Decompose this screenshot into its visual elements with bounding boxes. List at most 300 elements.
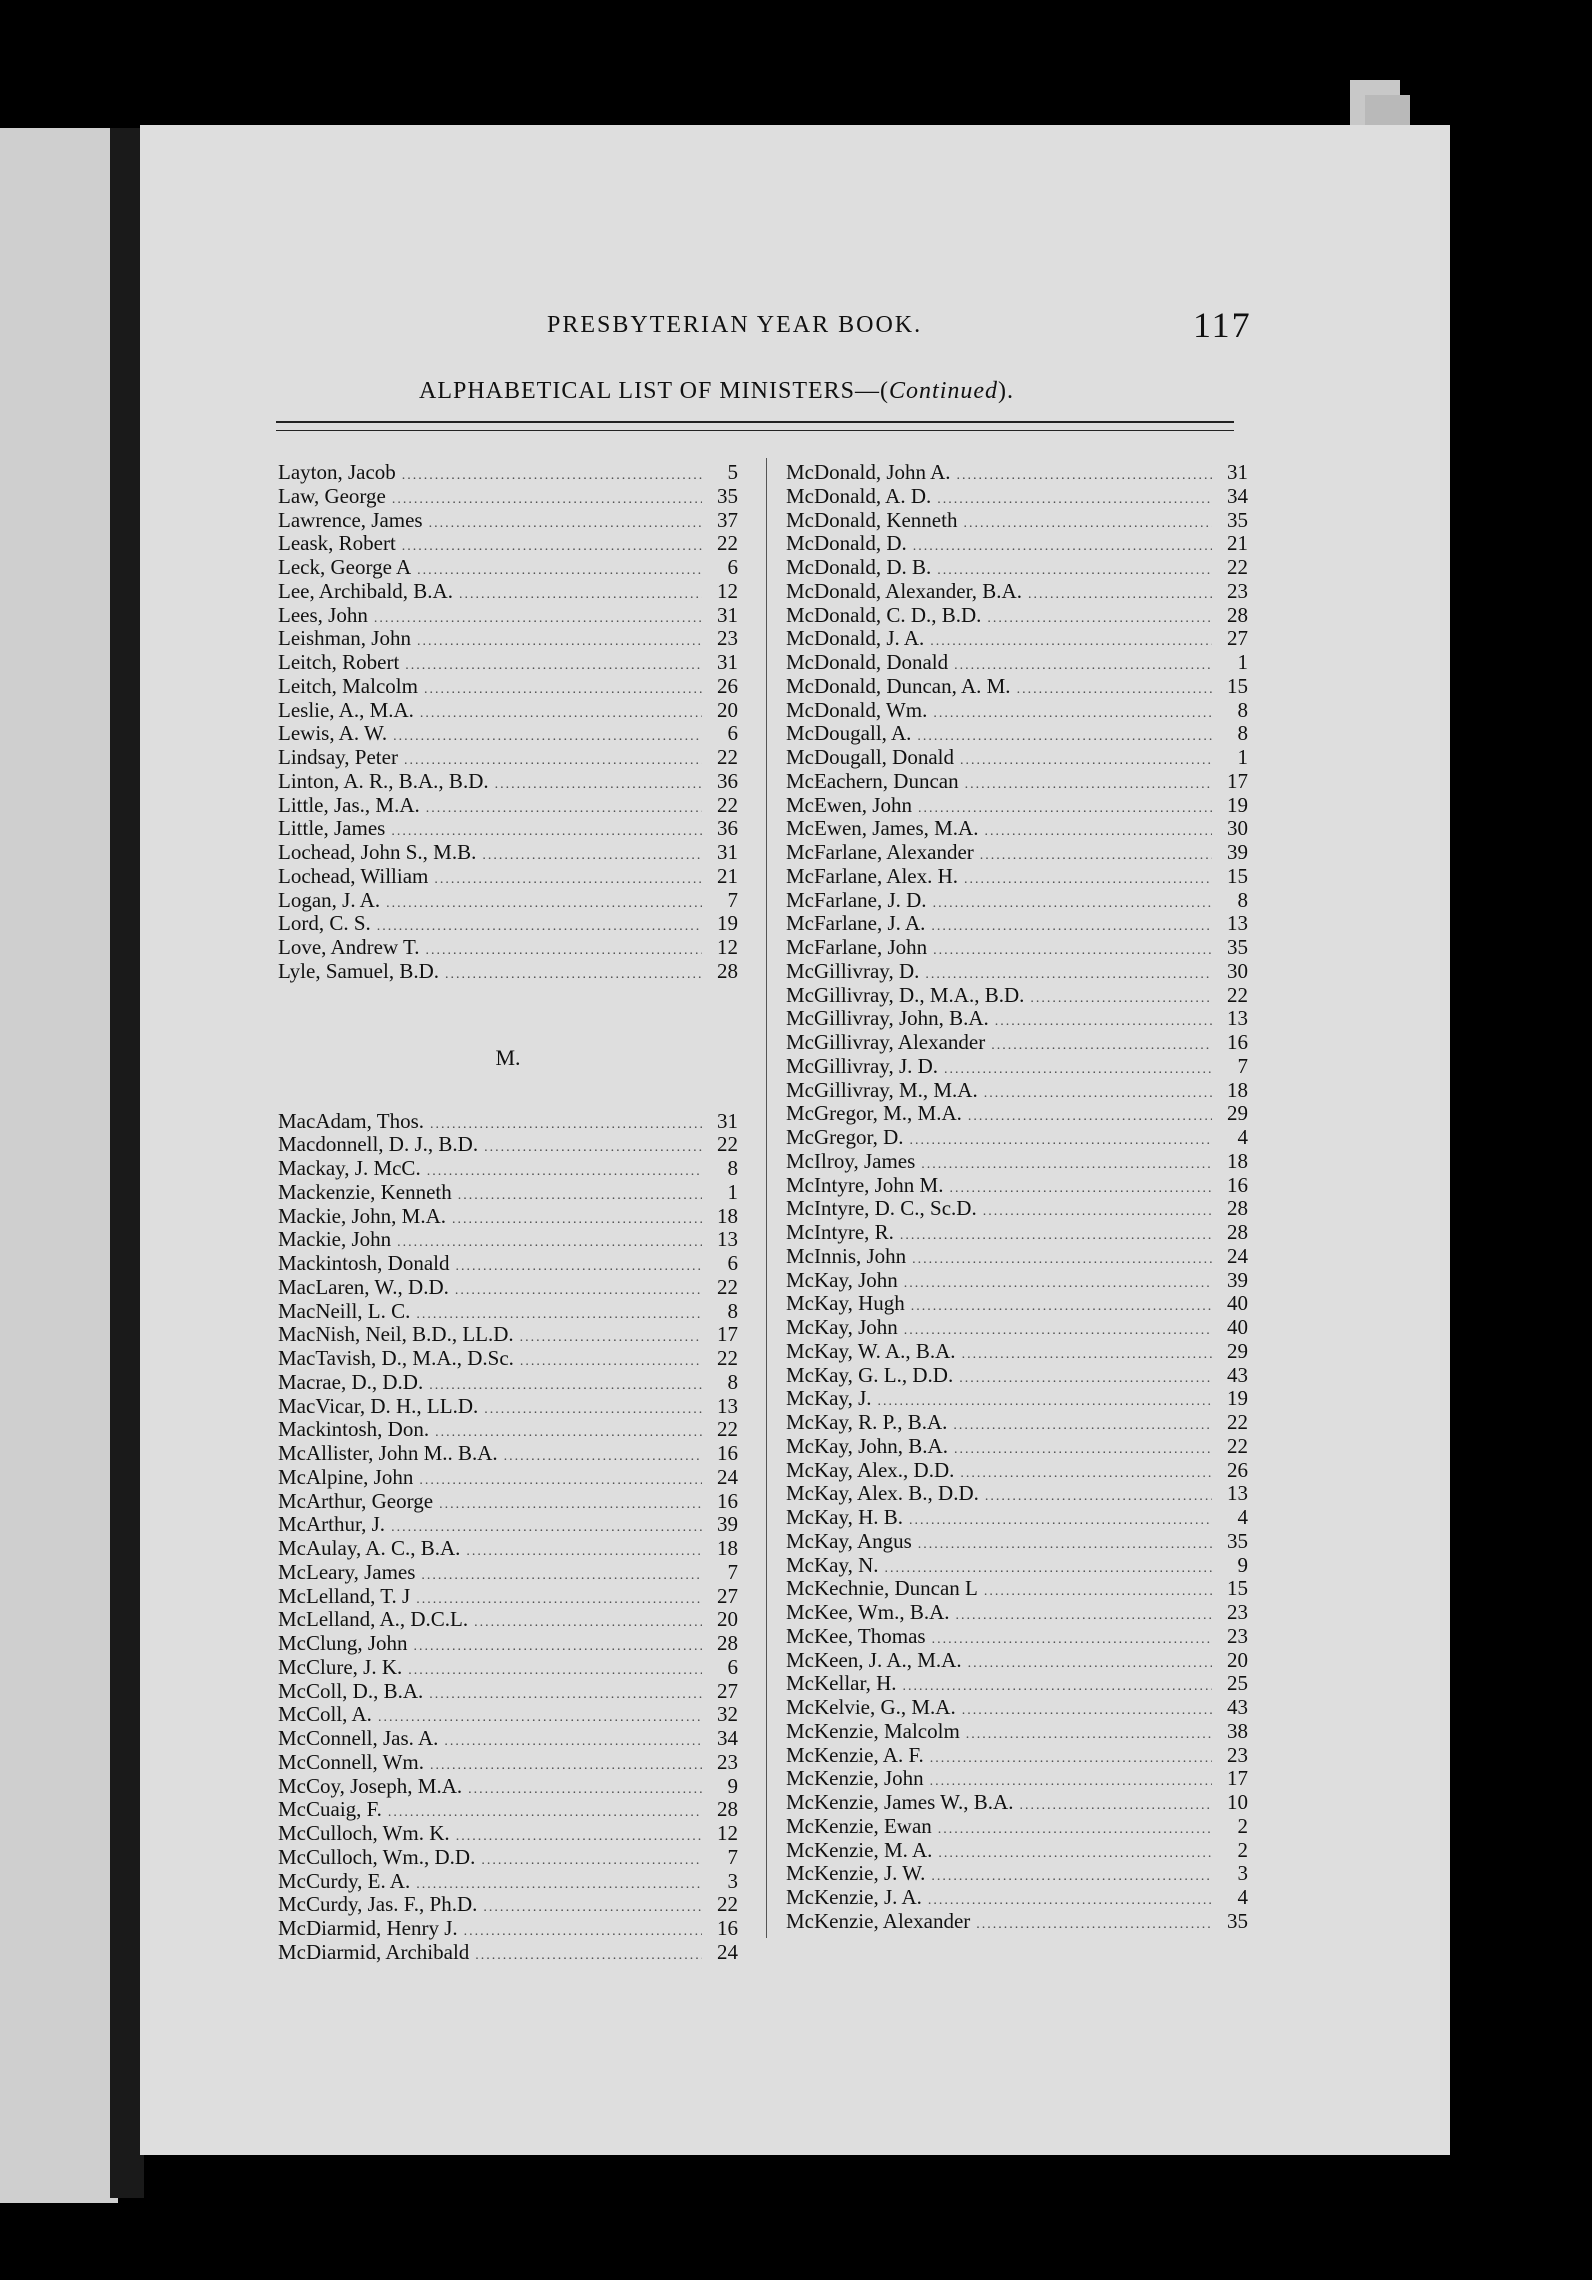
minister-name: McIlroy, James xyxy=(786,1148,916,1173)
leader-dots xyxy=(426,797,702,821)
index-entry xyxy=(278,1442,738,1466)
minister-name: Linton, A. R., B.A., B.D. xyxy=(278,768,489,793)
page-ref: 22 xyxy=(717,1274,738,1299)
index-entry xyxy=(278,1822,738,1846)
index-entry xyxy=(278,1727,738,1751)
leader-dots xyxy=(938,1842,1212,1866)
previous-page-edge xyxy=(0,128,118,2203)
index-entry xyxy=(278,509,738,533)
minister-name: Mackintosh, Donald xyxy=(278,1251,450,1275)
index-entry xyxy=(278,817,738,841)
page-ref: 13 xyxy=(1227,1481,1248,1506)
index-entry xyxy=(786,1055,1248,1079)
index-entry xyxy=(786,1744,1248,1768)
page-ref: 16 xyxy=(717,1488,738,1513)
minister-name: McCulloch, Wm., D.D. xyxy=(278,1844,476,1869)
page-ref: 28 xyxy=(1227,1220,1248,1244)
index-entry xyxy=(278,722,738,746)
running-header: PRESBYTERIAN YEAR BOOK. xyxy=(547,312,923,338)
minister-name: MacLaren, W., D.D. xyxy=(278,1274,449,1299)
minister-name: McLelland, A., D.C.L. xyxy=(278,1607,469,1632)
leader-dots xyxy=(429,512,702,536)
page-ref: 8 xyxy=(1237,721,1248,746)
leader-dots xyxy=(430,1754,702,1778)
page-ref: 28 xyxy=(717,958,738,983)
index-entry xyxy=(786,675,1248,699)
index-entry xyxy=(278,1205,738,1229)
header-rule-top xyxy=(276,421,1234,423)
page-ref: 28 xyxy=(717,1797,738,1822)
page-ref: 13 xyxy=(1227,911,1248,936)
minister-name: Lochead, William xyxy=(278,863,429,888)
minister-name: Little, Jas., M.A. xyxy=(278,792,420,817)
page-ref: 24 xyxy=(717,1939,738,1964)
minister-name: McKenzie, M. A. xyxy=(786,1837,933,1862)
page-ref: 28 xyxy=(1227,1196,1248,1221)
minister-name: McKeen, J. A., M.A. xyxy=(786,1647,962,1672)
minister-name: Lord, C. S. xyxy=(278,911,371,936)
minister-name: McDougall, A. xyxy=(786,721,912,746)
leader-dots xyxy=(481,1849,702,1873)
index-entry xyxy=(278,1323,738,1347)
index-entry xyxy=(786,1791,1248,1815)
page-ref: 31 xyxy=(1227,460,1248,484)
minister-name: McCulloch, Wm. K. xyxy=(278,1821,450,1845)
index-entry xyxy=(786,1031,1248,1055)
minister-name: McDonald, Duncan, A. M. xyxy=(786,673,1011,698)
index-entry xyxy=(786,746,1248,770)
index-entry xyxy=(278,865,738,889)
minister-name: Lees, John xyxy=(278,602,368,627)
page-ref: 27 xyxy=(717,1583,738,1608)
index-entry xyxy=(278,1846,738,1870)
leader-dots xyxy=(910,1129,1212,1153)
minister-name: McDonald, Kenneth xyxy=(786,507,958,532)
page-ref: 35 xyxy=(1227,935,1248,959)
page-ref: 24 xyxy=(1227,1243,1248,1268)
minister-name: McFarlane, Alexander xyxy=(786,840,974,864)
minister-name: McCuaig, F. xyxy=(278,1797,382,1822)
leader-dots xyxy=(426,939,702,963)
leader-dots xyxy=(452,1208,702,1232)
index-entry xyxy=(278,651,738,675)
minister-name: McKay, Alex., D.D. xyxy=(786,1457,955,1482)
binding-gutter xyxy=(110,128,144,2198)
page-ref: 19 xyxy=(717,911,738,936)
index-entry xyxy=(278,1537,738,1561)
index-entry xyxy=(278,770,738,794)
minister-name: Mackie, John xyxy=(278,1227,392,1252)
page-ref: 4 xyxy=(1237,1125,1248,1149)
index-entry xyxy=(278,1300,738,1324)
index-entry xyxy=(786,461,1248,485)
leader-dots xyxy=(459,583,702,607)
page-ref: 8 xyxy=(727,1156,738,1180)
page-ref: 20 xyxy=(717,1607,738,1632)
index-entry xyxy=(786,1364,1248,1388)
minister-name: McAllister, John M.. B.A. xyxy=(278,1441,498,1465)
index-entry xyxy=(786,1150,1248,1174)
page-ref: 7 xyxy=(727,1844,738,1869)
page-ref: 22 xyxy=(717,792,738,817)
page-ref: 37 xyxy=(717,507,738,532)
index-entry xyxy=(278,1181,738,1205)
leader-dots xyxy=(963,512,1212,536)
leader-dots xyxy=(968,1105,1212,1129)
page-ref: 9 xyxy=(727,1773,738,1798)
index-entry xyxy=(786,770,1248,794)
minister-name: McIntyre, R. xyxy=(786,1220,894,1244)
page-ref: 8 xyxy=(727,1298,738,1323)
page-ref: 2 xyxy=(1237,1837,1248,1862)
index-entry xyxy=(786,1506,1248,1530)
page-ref: 31 xyxy=(717,1108,738,1133)
page-ref: 29 xyxy=(1227,1338,1248,1363)
leader-dots xyxy=(900,1224,1212,1248)
index-entry xyxy=(278,1775,738,1799)
page-ref: 20 xyxy=(1227,1647,1248,1672)
section-title-main: ALPHABETICAL LIST OF MINISTERS—( xyxy=(419,378,890,404)
page-ref: 31 xyxy=(717,602,738,627)
minister-name: McGregor, M., M.A. xyxy=(786,1101,962,1126)
leader-dots xyxy=(933,892,1212,916)
minister-name: Macrae, D., D.D. xyxy=(278,1369,424,1394)
index-entry xyxy=(278,1941,738,1965)
index-entry xyxy=(278,936,738,960)
minister-name: Little, James xyxy=(278,816,386,841)
index-entry xyxy=(786,865,1248,889)
index-entry xyxy=(786,556,1248,580)
index-entry xyxy=(786,1316,1248,1340)
page-ref: 13 xyxy=(1227,1006,1248,1031)
index-entry xyxy=(786,1007,1248,1031)
index-entry xyxy=(786,1839,1248,1863)
minister-name: McKay, Alex. B., D.D. xyxy=(786,1481,979,1506)
index-entry xyxy=(278,556,738,580)
index-entry xyxy=(278,1110,738,1134)
index-entry xyxy=(786,1720,1248,1744)
minister-name: McCurdy, Jas. F., Ph.D. xyxy=(278,1892,478,1917)
leader-dots xyxy=(933,702,1212,726)
index-entry xyxy=(278,912,738,936)
minister-name: Lyle, Samuel, B.D. xyxy=(278,958,439,983)
minister-name: Lewis, A. W. xyxy=(278,721,388,746)
leader-dots xyxy=(931,1865,1212,1889)
page-ref: 25 xyxy=(1227,1671,1248,1696)
page-ref: 6 xyxy=(727,555,738,579)
leader-dots xyxy=(427,1160,702,1184)
page-ref: 19 xyxy=(1227,1386,1248,1411)
index-entry xyxy=(786,1815,1248,1839)
leader-dots xyxy=(429,1683,702,1707)
minister-name: MacNish, Neil, B.D., LL.D. xyxy=(278,1322,514,1347)
index-entry xyxy=(786,485,1248,509)
page-ref: 9 xyxy=(1237,1552,1248,1577)
index-entry xyxy=(278,1798,738,1822)
index-entry xyxy=(278,1751,738,1775)
minister-name: McKay, John, B.A. xyxy=(786,1433,948,1458)
minister-name: McKenzie, A. F. xyxy=(786,1742,924,1767)
page-ref: 6 xyxy=(727,1654,738,1679)
leader-dots xyxy=(912,1248,1212,1272)
index-entry xyxy=(278,746,738,770)
minister-name: McKay, N. xyxy=(786,1552,879,1577)
minister-name: McGillivray, D. xyxy=(786,958,920,983)
leader-dots xyxy=(966,1723,1212,1747)
leader-dots xyxy=(984,820,1212,844)
minister-name: McFarlane, J. A. xyxy=(786,911,926,936)
page-ref: 12 xyxy=(717,578,738,603)
page-ref: 23 xyxy=(717,1749,738,1774)
leader-dots xyxy=(402,535,702,559)
minister-name: McDonald, Alexander, B.A. xyxy=(786,578,1022,603)
leader-dots xyxy=(484,1136,702,1160)
leader-dots xyxy=(965,773,1212,797)
page-ref: 23 xyxy=(1227,1623,1248,1648)
index-entry xyxy=(786,1886,1248,1910)
minister-name: McCoy, Joseph, M.A. xyxy=(278,1773,463,1798)
leader-dots xyxy=(402,464,702,488)
page-ref: 17 xyxy=(1227,768,1248,793)
index-entry xyxy=(786,604,1248,628)
page-ref: 35 xyxy=(1227,1528,1248,1553)
leader-dots xyxy=(933,939,1212,963)
section-title-continued: Continued xyxy=(889,378,999,404)
leader-dots xyxy=(959,1367,1212,1391)
index-entry xyxy=(786,1482,1248,1506)
minister-name: Leask, Robert xyxy=(278,531,396,556)
leader-dots xyxy=(962,1699,1212,1723)
index-entry xyxy=(278,1252,738,1276)
page-ref: 26 xyxy=(1227,1457,1248,1482)
page-ref: 22 xyxy=(1227,1410,1248,1434)
leader-dots xyxy=(918,1533,1212,1557)
leader-dots xyxy=(466,1540,702,1564)
index-entry xyxy=(278,841,738,865)
leader-dots xyxy=(932,1628,1212,1652)
minister-name: McClung, John xyxy=(278,1631,408,1655)
page-ref: 36 xyxy=(717,816,738,841)
index-entry xyxy=(278,1395,738,1419)
leader-dots xyxy=(944,1058,1212,1082)
page-ref: 18 xyxy=(717,1203,738,1228)
minister-name: Leishman, John xyxy=(278,626,411,651)
leader-dots xyxy=(984,1580,1212,1604)
minister-name: McIntyre, D. C., Sc.D. xyxy=(786,1196,977,1221)
page-ref: 10 xyxy=(1227,1790,1248,1814)
minister-name: McKay, R. P., B.A. xyxy=(786,1410,948,1434)
page-ref: 16 xyxy=(1227,1172,1248,1197)
page-ref: 13 xyxy=(717,1227,738,1252)
leader-dots xyxy=(957,464,1213,488)
index-entry xyxy=(786,509,1248,533)
index-entry xyxy=(278,1347,738,1371)
index-entry xyxy=(786,1079,1248,1103)
minister-name: McLeary, James xyxy=(278,1559,416,1584)
leader-dots xyxy=(421,1564,702,1588)
leader-dots xyxy=(455,1255,702,1279)
leader-dots xyxy=(474,1611,702,1635)
minister-name: McEachern, Duncan xyxy=(786,768,959,793)
right-entries xyxy=(786,461,1248,1934)
index-entry xyxy=(278,1157,738,1181)
minister-name: McFarlane, J. D. xyxy=(786,887,927,912)
minister-name: MacAdam, Thos. xyxy=(278,1108,425,1133)
page-ref: 31 xyxy=(717,650,738,674)
left-entries-l xyxy=(278,461,738,984)
minister-name: McClure, J. K. xyxy=(278,1654,403,1679)
page-ref: 27 xyxy=(1227,626,1248,651)
index-entry xyxy=(786,1672,1248,1696)
minister-name: Layton, Jacob xyxy=(278,460,396,484)
leader-dots xyxy=(408,1659,702,1683)
page-ref: 23 xyxy=(717,626,738,651)
minister-name: Macdonnell, D. J., B.D. xyxy=(278,1132,479,1157)
index-entry xyxy=(786,722,1248,746)
index-entry xyxy=(278,532,738,556)
page-ref: 31 xyxy=(717,840,738,864)
minister-name: McEwen, John xyxy=(786,792,912,817)
page-ref: 4 xyxy=(1237,1885,1248,1909)
page-ref: 20 xyxy=(717,697,738,722)
leader-dots xyxy=(968,1652,1212,1676)
section-gap-after xyxy=(278,1078,738,1110)
minister-name: Lindsay, Peter xyxy=(278,745,398,769)
page-ref: 21 xyxy=(1227,531,1248,556)
page-ref: 1 xyxy=(727,1179,738,1204)
index-entry xyxy=(786,1767,1248,1791)
page-ref: 28 xyxy=(1227,602,1248,627)
page-ref: 1 xyxy=(1237,650,1248,674)
minister-name: Leck, George A xyxy=(278,555,412,579)
minister-name: McLelland, T. J xyxy=(278,1583,411,1608)
minister-name: Lochead, John S., M.B. xyxy=(278,840,477,864)
minister-name: McDonald, J. A. xyxy=(786,626,925,651)
minister-name: McKellar, H. xyxy=(786,1671,897,1696)
leader-dots xyxy=(937,488,1212,512)
minister-name: McGillivray, Alexander xyxy=(786,1030,986,1054)
minister-name: McFarlane, Alex. H. xyxy=(786,863,959,888)
page-ref: 38 xyxy=(1227,1718,1248,1743)
page-ref: 12 xyxy=(717,1821,738,1845)
minister-name: McAulay, A. C., B.A. xyxy=(278,1536,461,1560)
section-letter-m: M. xyxy=(495,1044,521,1070)
page-ref: 15 xyxy=(1227,673,1248,698)
page-ref: 19 xyxy=(1227,792,1248,817)
minister-name: Law, George xyxy=(278,483,386,508)
leader-dots xyxy=(949,1177,1212,1201)
leader-dots xyxy=(417,630,702,654)
minister-name: Mackie, John, M.A. xyxy=(278,1203,446,1228)
section-title xyxy=(419,378,1014,405)
leader-dots xyxy=(987,607,1212,631)
page-ref: 16 xyxy=(1227,1030,1248,1054)
minister-name: McGillivray, D., M.A., B.D. xyxy=(786,982,1025,1007)
leader-dots xyxy=(414,1635,702,1659)
index-entry xyxy=(786,1649,1248,1673)
leader-dots xyxy=(520,1326,702,1350)
left-entries-m xyxy=(278,1110,738,1965)
index-entry xyxy=(278,1561,738,1585)
minister-name: McKay, John xyxy=(786,1267,898,1292)
minister-name: Leitch, Malcolm xyxy=(278,673,418,698)
leader-dots xyxy=(484,1398,702,1422)
index-entry xyxy=(278,461,738,485)
leader-dots xyxy=(960,749,1212,773)
index-entry xyxy=(786,1126,1248,1150)
minister-name: Love, Andrew T. xyxy=(278,935,420,959)
leader-dots xyxy=(960,1462,1212,1486)
leader-dots xyxy=(984,1082,1212,1106)
minister-name: McColl, A. xyxy=(278,1702,372,1727)
minister-name: McKenzie, John xyxy=(786,1766,924,1791)
index-entry xyxy=(278,1608,738,1632)
index-entry xyxy=(786,1696,1248,1720)
minister-name: McGillivray, J. D. xyxy=(786,1053,939,1078)
minister-name: McDougall, Donald xyxy=(786,745,954,769)
leader-dots xyxy=(419,1469,702,1493)
index-entry xyxy=(786,817,1248,841)
index-entry xyxy=(278,1513,738,1537)
leader-dots xyxy=(520,1350,702,1374)
minister-name: McDiarmid, Archibald xyxy=(278,1939,470,1964)
leader-dots xyxy=(392,488,702,512)
minister-name: McGillivray, John, B.A. xyxy=(786,1006,989,1031)
page-ref: 22 xyxy=(1227,555,1248,579)
index-entry xyxy=(278,1703,738,1727)
minister-name: McKenzie, J. A. xyxy=(786,1885,922,1909)
index-entry xyxy=(786,627,1248,651)
minister-name: McDonald, John A. xyxy=(786,460,951,484)
page-ref: 35 xyxy=(717,483,738,508)
minister-name: McArthur, J. xyxy=(278,1512,386,1537)
minister-name: McColl, D., B.A. xyxy=(278,1678,424,1703)
leader-dots xyxy=(455,1279,702,1303)
index-entry xyxy=(786,794,1248,818)
minister-name: McDonald, D. xyxy=(786,531,907,556)
page-ref: 16 xyxy=(717,1916,738,1940)
leader-dots xyxy=(921,1153,1212,1177)
page-ref: 29 xyxy=(1227,1101,1248,1126)
minister-name: McKay, W. A., B.A. xyxy=(786,1338,956,1363)
minister-name: McKenzie, James W., B.A. xyxy=(786,1790,1014,1814)
leader-dots xyxy=(405,654,702,678)
minister-name: McKay, G. L., D.D. xyxy=(786,1362,954,1387)
page-ref: 35 xyxy=(1227,1908,1248,1933)
page-ref: 36 xyxy=(717,768,738,793)
minister-name: Mackenzie, Kenneth xyxy=(278,1179,452,1204)
minister-name: McArthur, George xyxy=(278,1488,434,1513)
page-ref: 22 xyxy=(1227,1433,1248,1458)
page-ref: 3 xyxy=(1237,1861,1248,1886)
leader-dots xyxy=(931,915,1212,939)
page-ref: 23 xyxy=(1227,578,1248,603)
leader-dots xyxy=(962,1343,1212,1367)
index-entry xyxy=(786,1530,1248,1554)
index-entry xyxy=(278,1228,738,1252)
minister-name: McKee, Wm., B.A. xyxy=(786,1600,950,1624)
minister-name: MacNeill, L. C. xyxy=(278,1298,411,1323)
leader-dots xyxy=(468,1778,702,1802)
page-ref: 40 xyxy=(1227,1291,1248,1316)
minister-name: McDonald, C. D., B.D. xyxy=(786,602,982,627)
page-ref: 7 xyxy=(727,887,738,912)
leader-dots xyxy=(504,1445,702,1469)
page-ref: 8 xyxy=(1237,697,1248,722)
minister-name: Logan, J. A. xyxy=(278,887,381,912)
minister-name: McKelvie, G., M.A. xyxy=(786,1695,956,1719)
minister-name: McKay, J. xyxy=(786,1386,872,1411)
